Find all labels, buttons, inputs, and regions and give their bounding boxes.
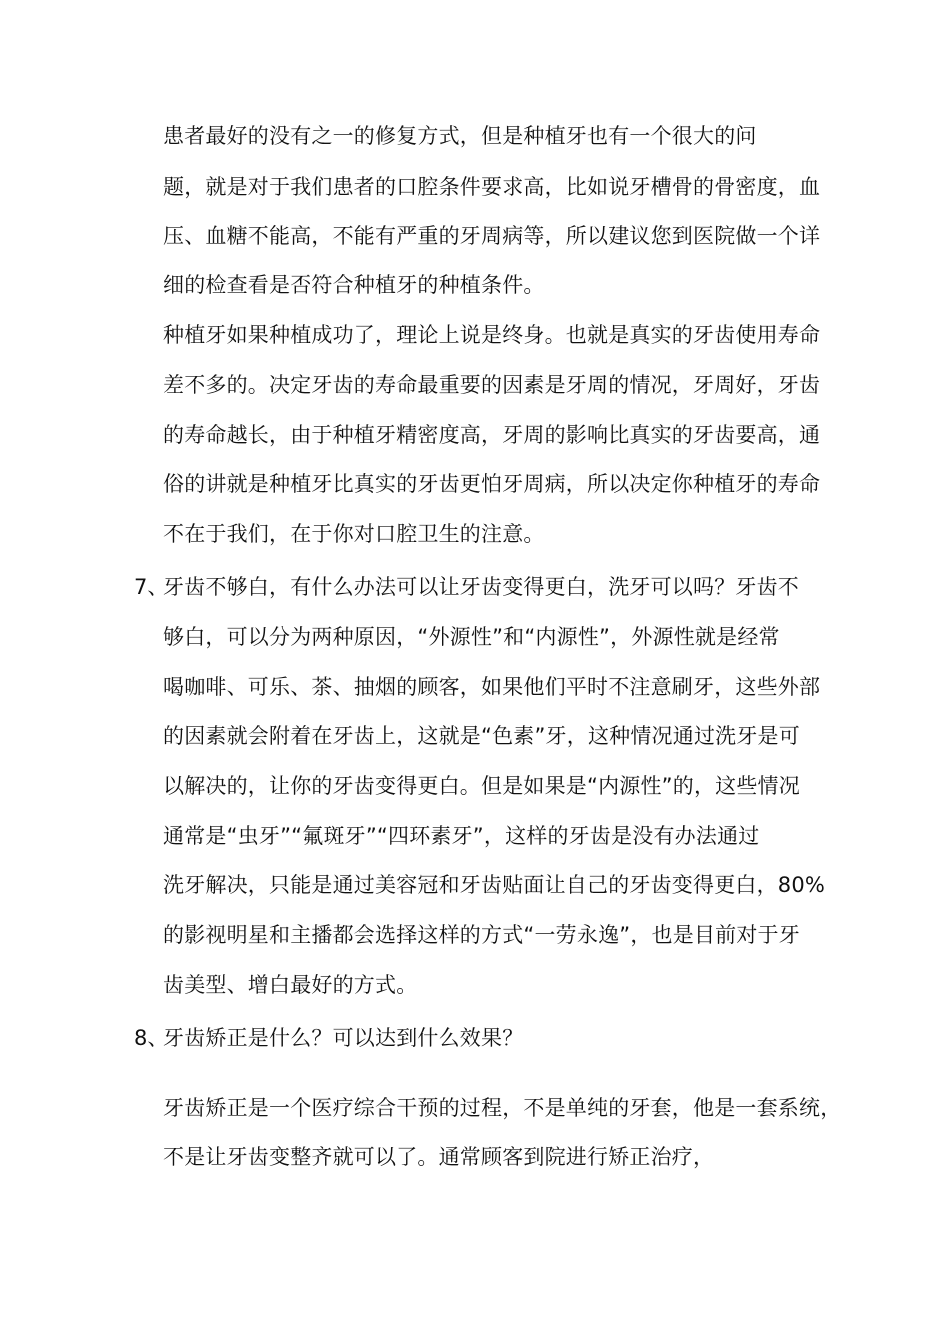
- text-line: 的寿命越长，由于种植牙精密度高，牙周的影响比真实的牙齿要高，通: [163, 423, 821, 447]
- text-line: 牙齿矫正是一个医疗综合干预的过程，不是单纯的牙套，他是一套系统，: [163, 1096, 842, 1120]
- text-line: 细的检查看是否符合种植牙的种植条件。: [163, 273, 545, 297]
- text-line: 通常是“虫牙”“氟斑牙”“四环素牙”，这样的牙齿是没有办法通过: [163, 824, 760, 848]
- item-number-7: 7、: [134, 575, 169, 599]
- text-line: 患者最好的没有之一的修复方式，但是种植牙也有一个很大的问: [163, 124, 757, 148]
- text-line: 以解决的，让你的牙齿变得更白。但是如果是“内源性”的，这些情况: [163, 774, 800, 798]
- text-line: 齿美型、增白最好的方式。: [163, 973, 418, 997]
- text-line: 洗牙解决，只能是通过美容冠和牙齿贴面让自己的牙齿变得更白，80%: [163, 873, 826, 897]
- text-line: 的因素就会附着在牙齿上，这就是“色素”牙，这种情况通过洗牙是可: [163, 724, 800, 748]
- text-line: 俗的讲就是种植牙比真实的牙齿更怕牙周病，所以决定你种植牙的寿命: [163, 472, 821, 496]
- text-line: 的影视明星和主播都会选择这样的方式“一劳永逸”，也是目前对于牙: [163, 923, 800, 947]
- text-line: 喝咖啡、可乐、茶、抽烟的顾客，如果他们平时不注意刷牙，这些外部: [163, 675, 821, 699]
- text-line: 不在于我们，在于你对口腔卫生的注意。: [163, 522, 545, 546]
- text-line: 牙齿不够白，有什么办法可以让牙齿变得更白，洗牙可以吗？牙齿不: [163, 575, 799, 599]
- section-question: 牙齿矫正是什么？可以达到什么效果？: [163, 1026, 524, 1050]
- item-number-8: 8、: [134, 1026, 169, 1050]
- text-line: 差不多的。决定牙齿的寿命最重要的因素是牙周的情况，牙周好，牙齿: [163, 373, 821, 397]
- text-line: 种植牙如果种植成功了，理论上说是终身。也就是真实的牙齿使用寿命: [163, 323, 821, 347]
- text-line: 题，就是对于我们患者的口腔条件要求高，比如说牙槽骨的骨密度，血: [163, 175, 821, 199]
- text-line: 不是让牙齿变整齐就可以了。通常顾客到院进行矫正治疗，: [163, 1145, 715, 1169]
- text-line: 够白，可以分为两种原因，“外源性”和“内源性”，外源性就是经常: [163, 625, 780, 649]
- text-line: 压、血糖不能高，不能有严重的牙周病等，所以建议您到医院做一个详: [163, 224, 821, 248]
